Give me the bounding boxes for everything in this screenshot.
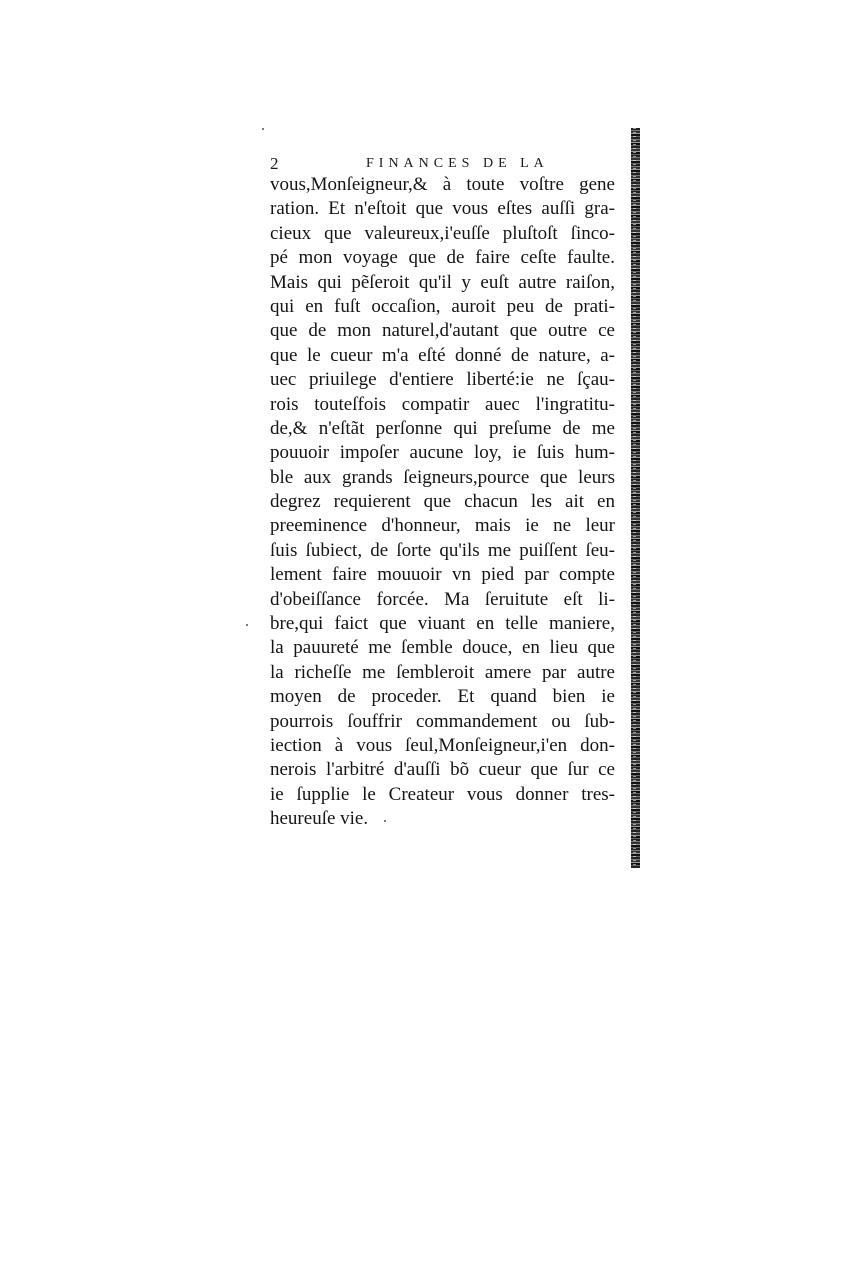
- text-line: iection à vous ſeul,Monſeigneur,i'en don-: [270, 734, 615, 756]
- text-line: rois touteſfois compatir auec l'ingratitu-: [270, 393, 615, 415]
- text-line: lement faire mouuoir vn pied par compte: [270, 564, 615, 586]
- text-line: heureuſe vie.: [270, 808, 369, 830]
- text-line: d'obeiſſance forcée. Ma ſeruitute eſt li-: [270, 588, 615, 610]
- running-title: FINANCES DE LA: [366, 156, 549, 171]
- text-line: moyen de proceder. Et quand bien ie: [270, 686, 615, 708]
- page-number: 2: [270, 154, 279, 173]
- text-line: uec priuilege d'entiere liberté:ie ne ſçau-: [270, 369, 615, 391]
- text-line: vous,Monſeigneur,& à toute voſtre gene: [270, 174, 615, 195]
- paper-speck: [384, 820, 386, 822]
- text-line: qui en fuſt occaſion, auroit peu de prati-: [270, 295, 615, 317]
- text-line: preeminence d'honneur, mais ie ne leur: [270, 515, 615, 537]
- text-line: la pauureté me ſemble douce, en lieu que: [270, 637, 615, 659]
- text-line: pourrois ſouffrir commandement ou ſub-: [270, 710, 615, 732]
- text-line: degrez requierent que chacun les ait en: [270, 491, 615, 513]
- text-line: la richeſſe me ſembleroit amere par autre: [270, 661, 615, 683]
- paper-speck: [262, 128, 264, 130]
- body-text: [270, 173, 615, 832]
- text-line: ble aux grands ſeigneurs,pource que leurs: [270, 466, 615, 488]
- text-line: pouuoir impoſer aucune loy, ie ſuis hum-: [270, 442, 615, 464]
- text-line: Mais qui pẽſeroit qu'il y euſt autre raiſon,: [270, 271, 615, 293]
- text-line: bre,qui faict que viuant en telle maniere,: [270, 613, 615, 635]
- running-head: [270, 153, 615, 175]
- text-line: cieux que valeureux,i'euſſe pluſtoſt ſinco-: [270, 222, 615, 244]
- text-line: pé mon voyage que de faire ceſte faulte.: [270, 247, 615, 269]
- text-line: que de mon naturel,d'autant que outre ce: [270, 320, 615, 342]
- text-line: ration. Et n'eſtoit que vous eſtes auſſi gra-: [270, 198, 615, 220]
- text-line: que le cueur m'a eſté donné de nature, a-: [270, 344, 615, 366]
- text-line: de,& n'eſtãt perſonne qui preſume de me: [270, 417, 615, 439]
- text-line: ie ſupplie le Createur vous donner tres-: [270, 783, 615, 805]
- text-line: nerois l'arbitré d'auſſi bõ cueur que ſur ce: [270, 759, 615, 781]
- binding-gutter-edge: [631, 128, 640, 868]
- text-line: ſuis ſubiect, de ſorte qu'ils me puiſſent ſeu-: [270, 539, 615, 561]
- paper-speck: [246, 624, 248, 626]
